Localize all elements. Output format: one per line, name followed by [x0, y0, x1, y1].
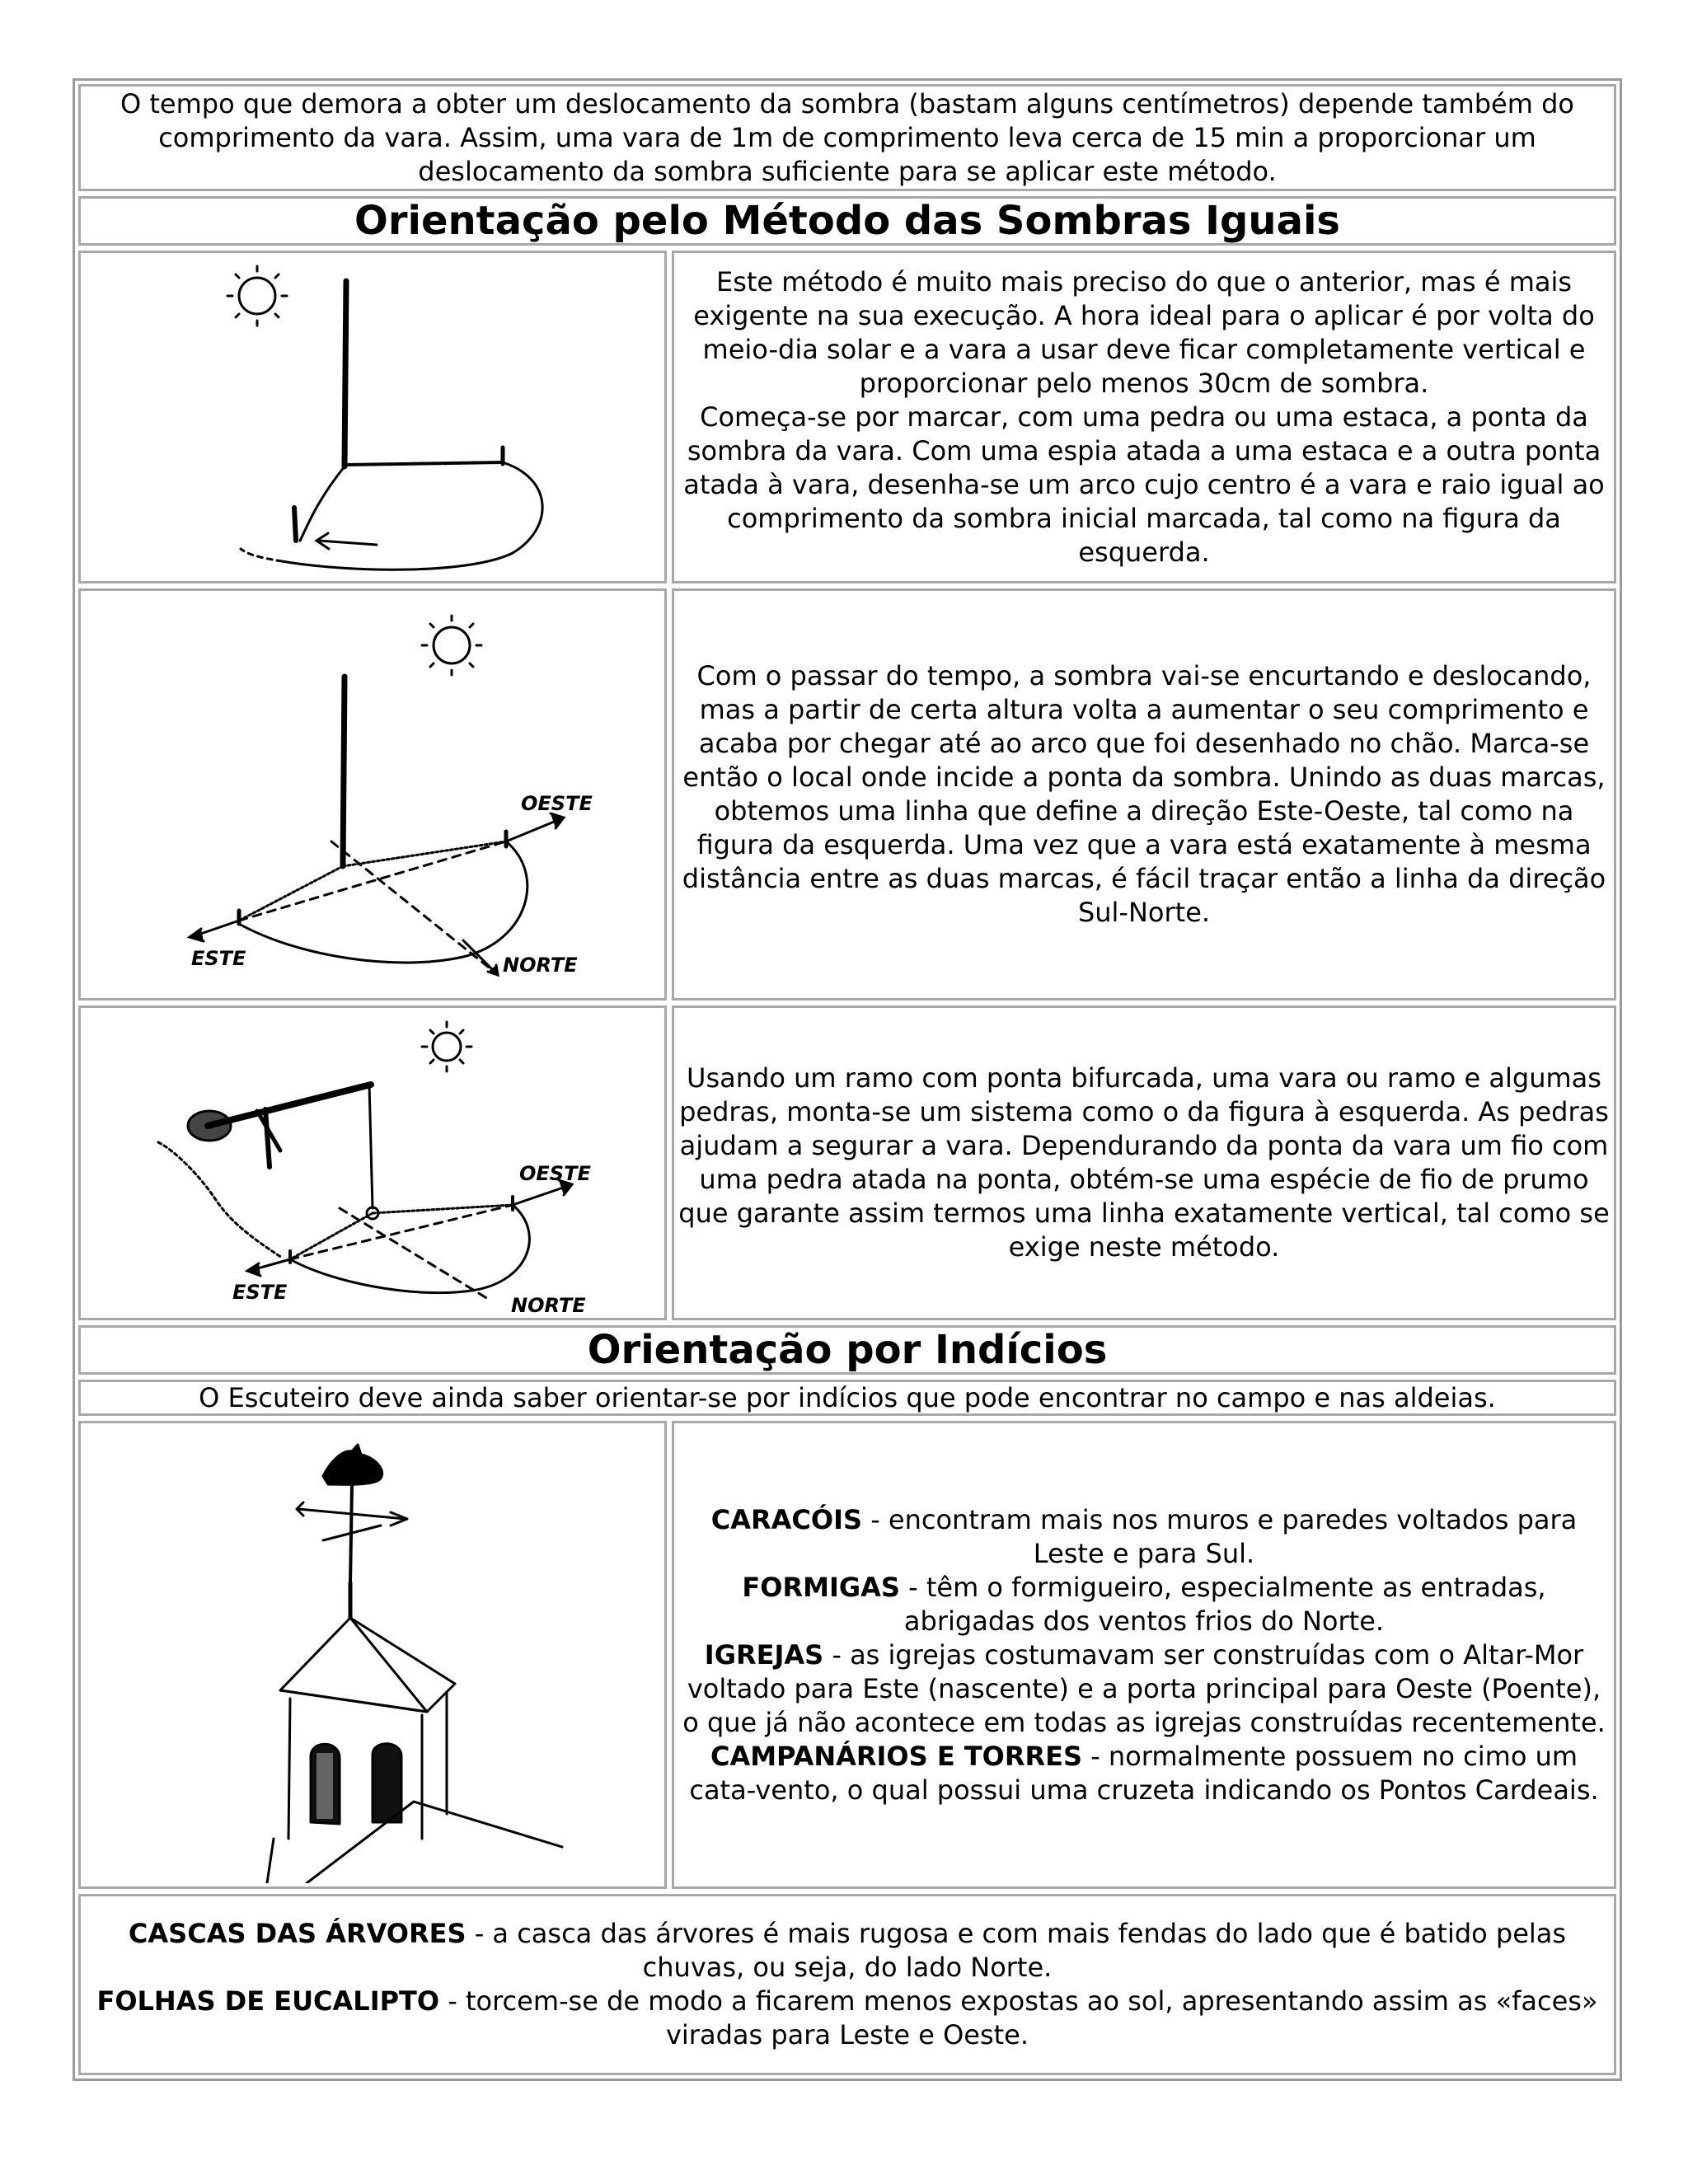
- section1-heading-cell: [78, 196, 1616, 246]
- bottom-clue-desc: - a casca das árvores é mais rugosa e com mais fendas do lado que é batido pelas chuvas, ou seja, do lado Norte.: [466, 1918, 1567, 1983]
- weathervane-rooster: [323, 1445, 382, 1484]
- sun-icon: [434, 627, 470, 663]
- clue-term: CAMPANÁRIOS E TORRES: [710, 1740, 1083, 1772]
- bottom-clue-desc: - torcem-se de modo a ficarem menos expostas ao sol, apresentando assim as «faces» viradas para Leste e Oeste.: [439, 1985, 1598, 2050]
- fig4-cell: [78, 1421, 667, 1889]
- fig3-label-oeste: OESTE: [519, 1162, 591, 1185]
- sun-icon: [433, 1033, 461, 1061]
- intro-cell: [78, 84, 1616, 191]
- bottom-clue-item: [84, 1917, 1611, 1985]
- bottom-clue-term: FOLHAS DE EUCALIPTO: [96, 1985, 440, 2017]
- clue-desc: - têm o formigueiro, especialmente as entradas, abrigadas dos ventos frios do Norte.: [899, 1571, 1546, 1637]
- section2-heading-cell: [78, 1325, 1616, 1375]
- fig3-cell: [78, 1005, 667, 1320]
- fig4-bell-tower-illustration: [84, 1427, 661, 1883]
- clue-item: [676, 1503, 1612, 1571]
- section2-title: Orientação por Indícios: [587, 1327, 1108, 1373]
- row2-text: Com o passar do tempo, a sombra vai-se encurtando e deslocando, mas a partir de certa altura volta a aumentar o seu comprimento e acaba por chegar até ao arco que foi desenhado no chão. Marca-se então o local onde incide a ponta da sombra. Unindo as duas marcas, obtemos uma linha que define a direção Este-Oeste, tal como na figura da esquerda. Uma vez que a vara está exatamente à mesma distância entre as duas marcas, é fácil traçar então a linha da direção Sul-Norte.: [682, 660, 1606, 928]
- fig2-label-oeste: OESTE: [521, 792, 593, 815]
- clue-desc: - normalmente possuem no cimo um cata-vento, o qual possui uma cruzeta indicando os Pontos Cardeais.: [689, 1740, 1599, 1806]
- clue-desc: - encontram mais nos muros e paredes voltados para Leste e para Sul.: [862, 1503, 1578, 1569]
- sun-icon: [239, 278, 275, 314]
- row3-text-cell: [672, 1005, 1616, 1320]
- clues-cell: [672, 1421, 1616, 1889]
- section2-intro: O Escuteiro deve ainda saber orientar-se por indícios que pode encontrar no campo e nas aldeias.: [199, 1381, 1496, 1413]
- clue-item: [676, 1740, 1612, 1807]
- intro-text: O tempo que demora a obter um deslocamento da sombra (bastam alguns centímetros) depende também do comprimento da vara. Assim, uma vara de 1m de comprimento leva cerca de 15 min a proporcionar um deslocamento da sombra suficiente para se aplicar este método.: [120, 87, 1574, 187]
- section1-title: Orientação pelo Método das Sombras Iguais: [354, 198, 1340, 244]
- clue-desc: - as igrejas costumavam ser construídas com o Altar-Mor voltado para Este (nascente) e a porta principal para Oeste (Poente), o que já não acontece em todas as igrejas construídas recentemente.: [682, 1638, 1606, 1738]
- fig2-label-este: ESTE: [191, 947, 246, 970]
- clue-item: [676, 1638, 1612, 1740]
- fig3-plumb-line-illustration: [84, 1010, 661, 1315]
- bottom-clue-item: [84, 1985, 1611, 2052]
- fig1-stick-arc-illustration: [84, 256, 661, 578]
- bottom-clues-cell: [78, 1894, 1616, 2075]
- clue-term: CARACÓIS: [710, 1503, 863, 1535]
- section2-intro-cell: [78, 1380, 1616, 1416]
- fig3-label-norte: NORTE: [511, 1294, 586, 1315]
- clue-term: IGREJAS: [704, 1638, 824, 1671]
- fig2-label-norte: NORTE: [503, 954, 578, 977]
- fig1-cell: [78, 251, 667, 583]
- row1-text2: Começa-se por marcar, com uma pedra ou uma estaca, a ponta da sombra da vara. Com uma espia atada a uma estaca e a outra ponta atada à vara, desenha-se um arco cujo centro é a vara e raio igual ao comprimento da sombra inicial marcada, tal como na figura da esquerda.: [683, 401, 1605, 568]
- fig3-label-este: ESTE: [232, 1281, 288, 1304]
- row1-text-cell: [672, 251, 1616, 583]
- row2-text-cell: [672, 588, 1616, 1001]
- clues-list: [676, 1503, 1612, 1807]
- row1-text: Este método é muito mais preciso do que o anterior, mas é mais exigente na sua execução. A hora ideal para o aplicar é por volta do meio-dia solar e a vara a usar deve ficar completamente vertical e proporcionar pelo menos 30cm de sombra.: [693, 265, 1595, 399]
- fig2-east-west-illustration: [84, 594, 661, 995]
- fig2-cell: [78, 588, 667, 1001]
- clue-term: FORMIGAS: [742, 1571, 900, 1603]
- row3-text: Usando um ramo com ponta bifurcada, uma vara ou ramo e algumas pedras, monta-se um sistema como o da figura à esquerda. As pedras ajudam a segurar a vara. Dependurando da ponta da vara um fio com uma pedra atada na ponta, obtém-se uma espécie de fio de prumo que garante assim termos uma linha exatamente vertical, tal como se exige neste método.: [678, 1062, 1610, 1263]
- bottom-clue-term: CASCAS DAS ÁRVORES: [128, 1918, 467, 1949]
- clue-item: [676, 1571, 1612, 1638]
